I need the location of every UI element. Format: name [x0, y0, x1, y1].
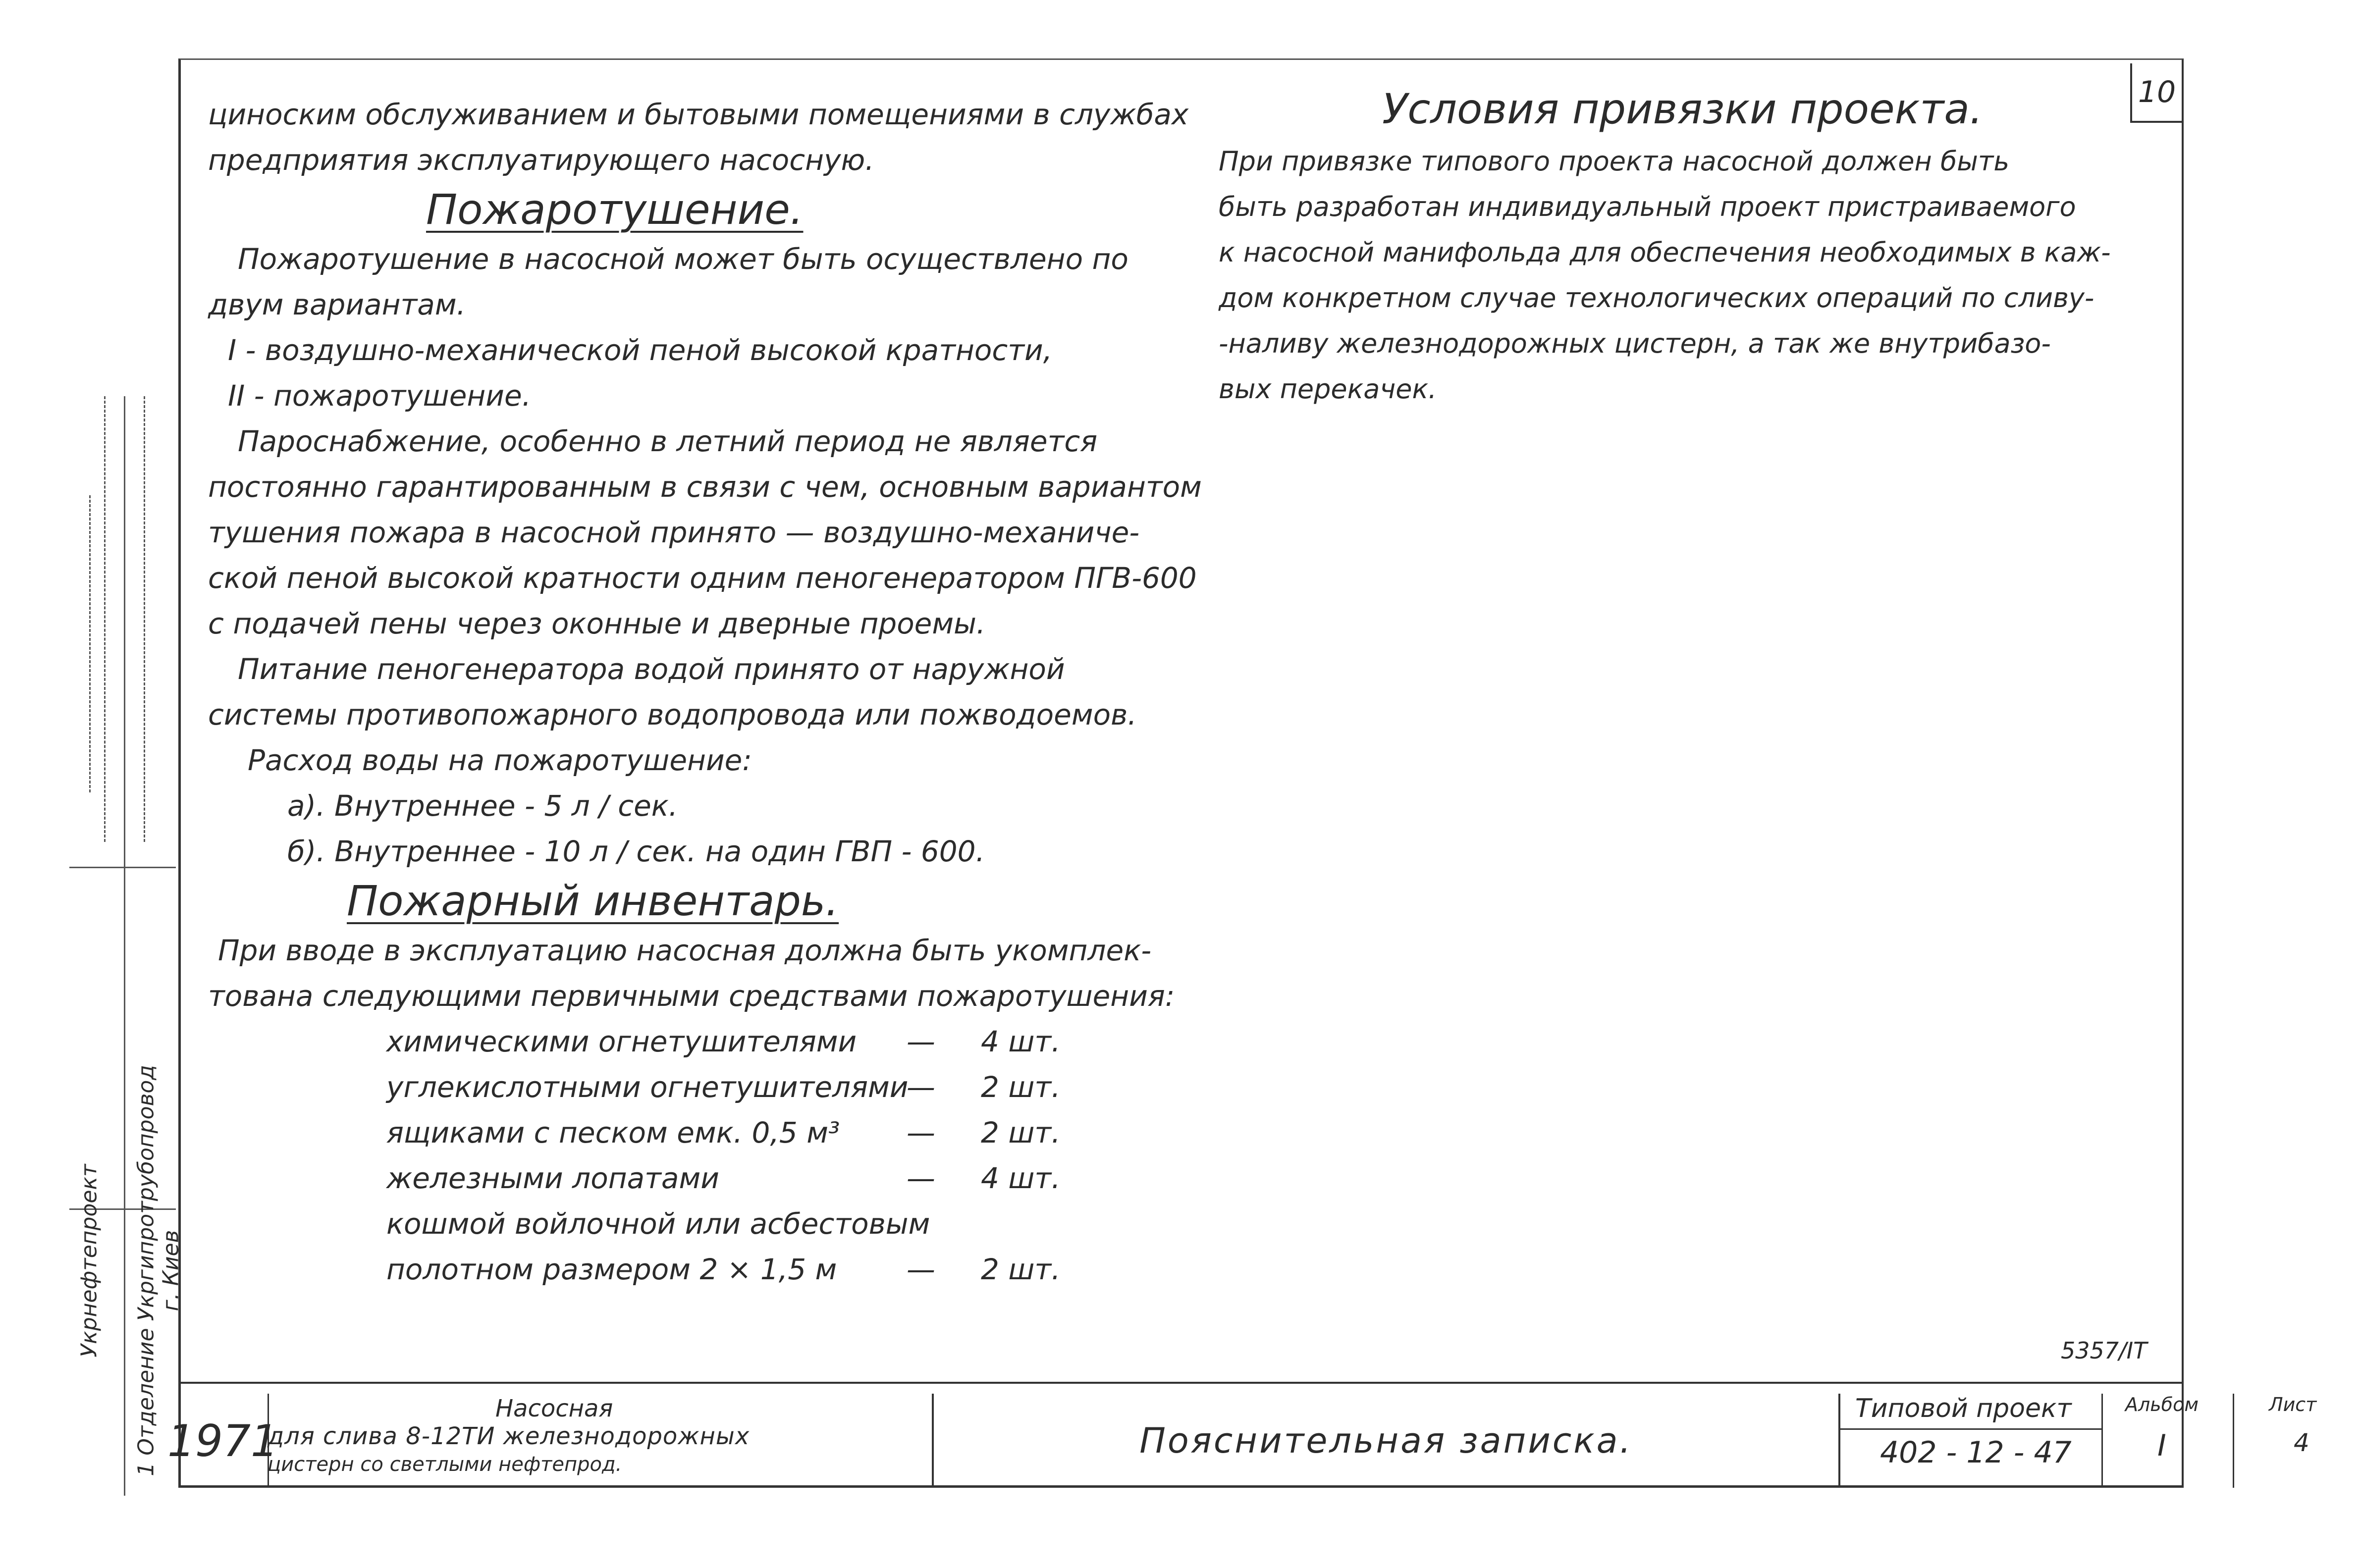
- text-line: б). Внутреннее - 10 л / сек. на один ГВП - 600.: [287, 835, 985, 868]
- text-line: вых перекачек.: [1219, 373, 1437, 405]
- inventory-number: 5357/IT: [2061, 1337, 2147, 1364]
- text-line: Пароснабжение, особенно в летний период не является: [238, 424, 1098, 458]
- object-name-title: Насосная: [495, 1395, 613, 1422]
- margin-stamp: [69, 396, 184, 1496]
- left-column: [208, 92, 1202, 1292]
- sheet-cell: [2234, 1394, 2362, 1488]
- object-name-cell: [268, 1394, 934, 1488]
- text-line: с подачей пены через оконные и дверные проемы.: [208, 607, 986, 640]
- stamp-org: Укрнефтепроект: [76, 1164, 102, 1358]
- stamp-dept: 1 Отделение Укргипротрубопровод: [133, 1065, 159, 1476]
- inventory-list: [208, 1019, 1199, 1292]
- project-number: 402 - 12 - 47: [1880, 1435, 2072, 1470]
- text-line: тушения пожара в насосной принято — воздушно-механиче-: [208, 516, 1140, 549]
- sheet-number-box: [2130, 63, 2182, 123]
- year-cell: [167, 1394, 278, 1488]
- text-line: Пожаротушение в насосной может быть осуществлено по: [238, 242, 1128, 276]
- stamp-city: г. Киев: [158, 1230, 184, 1311]
- text-line: При вводе в эксплуатацию насосная должна быть укомплек-: [218, 934, 1152, 967]
- inventory-item: углекислотными огнетушителями — 2 шт.: [386, 1070, 1061, 1104]
- text-line: I - воздушно-механической пеной высокой кратности,: [228, 333, 1053, 367]
- inventory-item: полотном размером 2 × 1,5 м — 2 шт.: [386, 1253, 1061, 1286]
- project-label: Типовой проект: [1855, 1394, 2072, 1423]
- album-value: I: [2157, 1428, 2166, 1463]
- object-name-line2: для слива 8-12ТИ железнодорожных: [268, 1422, 750, 1450]
- text-line: II - пожаротушение.: [228, 379, 532, 413]
- text-line: постоянно гарантированным в связи с чем, основным вариантом: [208, 470, 1202, 504]
- inventory-item: химическими огнетушителями — 4 шт.: [386, 1025, 1061, 1058]
- text-line: быть разработан индивидуальный проект пристраиваемого: [1219, 191, 2076, 222]
- doc-title: Пояснительная записка.: [1139, 1420, 1633, 1461]
- text-line: тована следующими первичными средствами пожаротушения:: [208, 979, 1175, 1013]
- sheet-value: 4: [2294, 1428, 2309, 1457]
- right-column: [1219, 79, 2135, 412]
- text-line: дом конкретном случае технологических операций по сливу-: [1219, 282, 2094, 314]
- right-heading: Условия привязки проекта.: [1382, 85, 1983, 133]
- inventory-item: кошмой войлочной или асбестовым: [386, 1207, 930, 1241]
- text-line: Питание пеногенератора водой принято от наружной: [238, 652, 1065, 686]
- title-block: [167, 1382, 2317, 1488]
- object-name-line3: цистерн со светлыми нефтепрод.: [268, 1453, 622, 1476]
- text-line: -наливу железнодорожных цистерн, а так же внутрибазо-: [1219, 328, 2051, 359]
- album-cell: [2103, 1394, 2234, 1488]
- text-line: к насосной манифольда для обеспечения необходимых в каж-: [1219, 237, 2111, 268]
- text-line: предприятия эксплуатирующего насосную.: [208, 143, 874, 177]
- sheet-number: 10: [2138, 75, 2176, 109]
- inventory-heading: Пожарный инвентарь.: [347, 877, 839, 925]
- text-line: При привязке типового проекта насосной должен быть: [1219, 146, 2010, 177]
- text-line: системы противопожарного водопровода или пожводоемов.: [208, 698, 1137, 732]
- fire-heading: Пожаротушение.: [426, 185, 804, 234]
- text-line: двум вариантам.: [208, 288, 466, 321]
- project-cell: [1840, 1394, 2103, 1488]
- inventory-item: железными лопатами — 4 шт.: [386, 1161, 1061, 1195]
- album-label: Альбом: [2125, 1394, 2199, 1415]
- year: 1971: [167, 1415, 278, 1466]
- text-line: циноским обслуживанием и бытовыми помещениями в службах: [208, 98, 1189, 131]
- text-line: а). Внутреннее - 5 л / сек.: [287, 789, 678, 823]
- text-line: Расход воды на пожаротушение:: [248, 743, 752, 777]
- doc-title-cell: [934, 1394, 1840, 1488]
- inventory-item: ящиками с песком емк. 0,5 м³ — 2 шт.: [386, 1116, 1061, 1150]
- sheet-label: Лист: [2269, 1394, 2317, 1415]
- text-line: ской пеной высокой кратности одним пеногенератором ПГВ-600: [208, 561, 1197, 595]
